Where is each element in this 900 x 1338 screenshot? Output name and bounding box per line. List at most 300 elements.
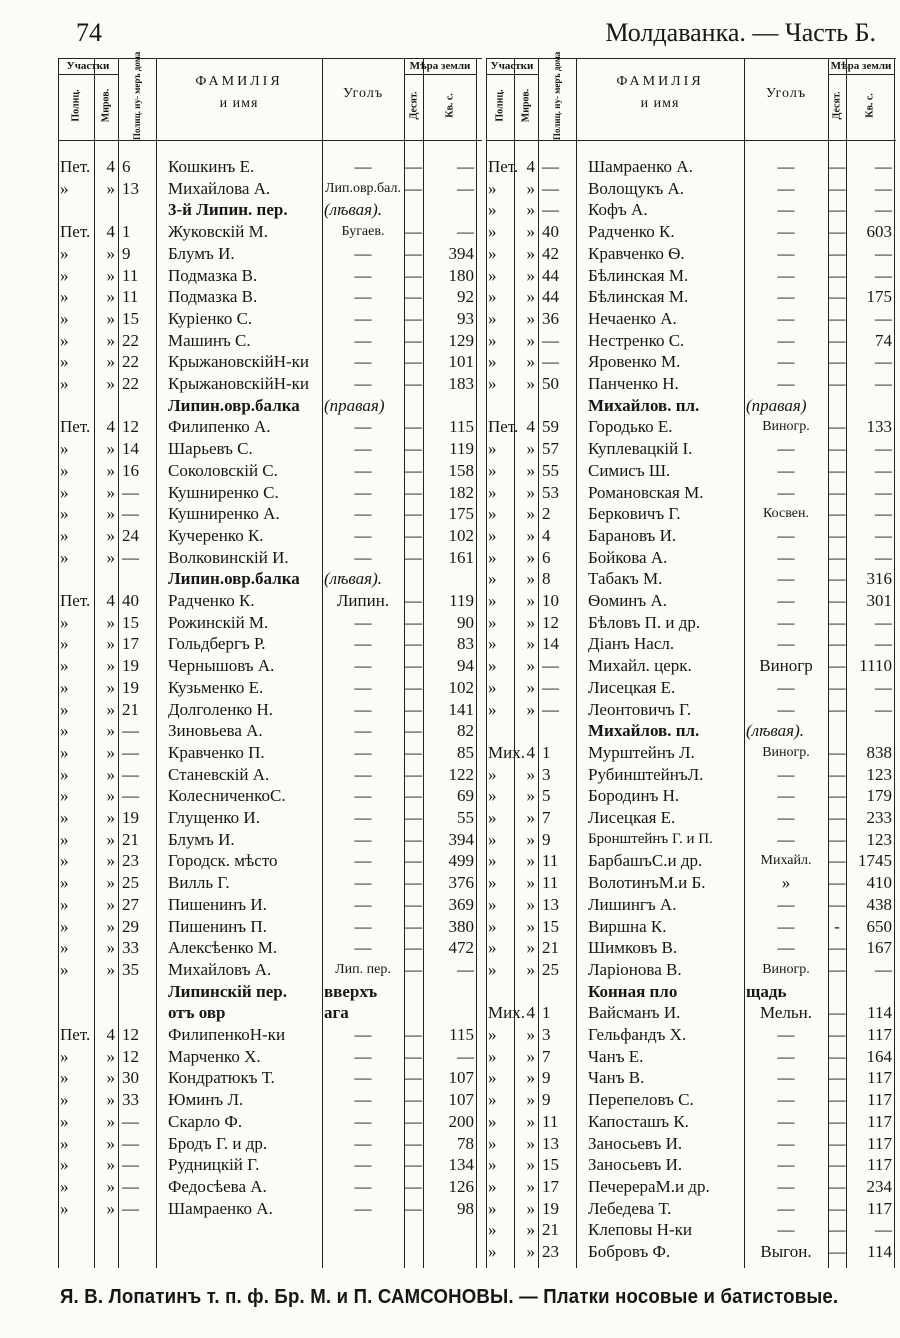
right-cell: 50	[542, 374, 559, 393]
left-cell: —	[354, 1198, 372, 1218]
left-cell: 21	[122, 699, 139, 719]
page-number: 74	[76, 18, 102, 47]
left-cell: —	[405, 265, 422, 285]
right-cell: —	[875, 699, 892, 719]
right-cell: »	[526, 959, 535, 979]
right-cell: »	[526, 547, 535, 567]
right-cell: ПечерераМ.и др.	[588, 1176, 710, 1196]
right-cell: 234	[866, 1176, 892, 1196]
right-cell: »	[526, 873, 535, 893]
right-cell: Виршна К.	[588, 916, 667, 936]
left-cell: 102	[448, 525, 474, 545]
right-cell: —	[828, 1155, 846, 1175]
right-column-rule	[486, 58, 487, 1268]
right-cell: —	[875, 525, 892, 545]
right-cell: —	[875, 677, 892, 697]
right-cell: Бѣлинская М.	[588, 265, 689, 285]
left-cell: —	[405, 764, 422, 784]
right-cell: »	[488, 525, 497, 545]
left-cell: »	[60, 547, 69, 567]
left-cell: 4	[106, 222, 115, 242]
right-cell: 117	[867, 1111, 892, 1131]
right-cell: —	[542, 352, 559, 372]
right-cell: —	[542, 699, 559, 719]
left-cell: —	[405, 786, 422, 806]
right-cell: »	[488, 612, 497, 632]
right-cell: »	[526, 265, 535, 285]
right-cell: »	[488, 482, 497, 502]
right-cell: Кофъ А.	[588, 200, 648, 220]
left-cell: Долголенко Н.	[168, 699, 273, 719]
left-cell: »	[106, 330, 115, 350]
left-cell: Пишенинъ П.	[168, 916, 267, 936]
left-cell: —	[405, 352, 422, 372]
right-cell: »	[488, 1046, 497, 1066]
left-cell: Михайловъ А.	[168, 959, 272, 979]
right-cell: РубинштейнъЛ.	[588, 764, 704, 784]
left-cell: »	[60, 808, 69, 827]
right-cell: »	[488, 1176, 497, 1196]
left-cell: »	[60, 265, 69, 285]
right-cell: —	[828, 677, 846, 697]
left-column-rule	[58, 58, 59, 1268]
right-cell: »	[488, 178, 497, 198]
right-cell: Бѣлинская М.	[588, 287, 689, 307]
right-cell: —	[777, 200, 795, 220]
right-cell: —	[777, 764, 795, 784]
left-cell: »	[106, 287, 115, 307]
right-cell: —	[542, 200, 559, 220]
left-cell: —	[354, 1046, 372, 1066]
left-cell: —	[354, 829, 372, 849]
right-cell: Мих.	[488, 1003, 525, 1023]
left-cell: 24	[122, 525, 139, 545]
left-cell: Скарло Ф.	[168, 1111, 243, 1131]
right-cell: 301	[866, 591, 892, 610]
left-cell: »	[106, 482, 115, 502]
left-cell: —	[405, 656, 422, 676]
left-cell: »	[106, 1068, 115, 1088]
right-cell: 55	[542, 460, 559, 480]
left-cell: —	[354, 352, 372, 372]
right-cell: Мих.	[488, 742, 525, 762]
left-cell: 17	[122, 634, 139, 654]
right-cell: »	[488, 287, 497, 307]
right-cell: 23	[542, 1242, 559, 1261]
right-cell: —	[777, 1025, 795, 1044]
right-cell: Романовская М.	[588, 482, 704, 502]
left-cell: Алексѣенко М.	[168, 938, 278, 958]
left-cell: —	[354, 699, 372, 719]
right-cell: »	[488, 1220, 497, 1240]
left-cell: —	[354, 504, 372, 524]
left-cell: —	[354, 612, 372, 632]
right-cell: 1	[542, 1003, 551, 1023]
left-cell: Блумъ И.	[168, 243, 235, 263]
right-cell: 117	[867, 1090, 892, 1110]
left-cell: »	[60, 1176, 69, 1196]
left-cell: »	[106, 959, 115, 979]
left-header-i-imya: и имя	[219, 96, 259, 111]
right-cell: —	[828, 460, 846, 480]
left-cell: —	[405, 634, 422, 654]
left-cell: 119	[449, 591, 474, 610]
left-cell: Шамраенко А.	[168, 1198, 273, 1218]
right-cell: 11	[542, 851, 559, 871]
right-cell: 3	[542, 1025, 551, 1044]
left-cell: »	[106, 1176, 115, 1196]
right-cell: 838	[866, 742, 892, 762]
right-cell: —	[828, 374, 846, 393]
left-cell: »	[106, 460, 115, 480]
left-cell: »	[60, 1155, 69, 1175]
right-column-rule	[576, 58, 577, 1268]
right-cell: —	[542, 157, 559, 176]
right-cell: —	[828, 894, 846, 914]
left-cell: 40	[122, 591, 139, 610]
right-cell: 117	[867, 1068, 892, 1088]
right-cell: »	[526, 525, 535, 545]
left-cell: »	[106, 1090, 115, 1110]
right-cell: —	[828, 178, 846, 198]
left-cell: 12	[122, 1046, 139, 1066]
right-cell: —	[828, 591, 846, 610]
left-cell: 6	[122, 157, 131, 176]
right-cell: 164	[866, 1046, 892, 1066]
left-cell: »	[106, 243, 115, 263]
right-cell: —	[828, 1046, 846, 1066]
left-cell: —	[405, 808, 422, 827]
left-cell: —	[354, 721, 372, 741]
right-cell: —	[828, 851, 846, 871]
right-cell: 74	[875, 330, 892, 350]
left-cell: —	[405, 504, 422, 524]
right-cell: »	[488, 330, 497, 350]
right-cell: —	[828, 547, 846, 567]
left-cell: »	[60, 873, 69, 893]
left-cell: Пет.	[60, 591, 91, 610]
left-cell: Кошкинъ Е.	[168, 157, 255, 176]
left-cell: —	[405, 1046, 422, 1066]
left-cell: »	[106, 504, 115, 524]
right-cell: 57	[542, 439, 559, 459]
right-cell: »	[488, 699, 497, 719]
right-cell: »	[488, 352, 497, 372]
right-cell: Виногр.	[762, 961, 810, 977]
right-cell: 21	[542, 1220, 559, 1240]
right-cell: 4	[526, 157, 535, 176]
right-cell: »	[526, 287, 535, 307]
right-header-uchastki: Участки	[490, 60, 534, 72]
right-cell: —	[777, 1111, 795, 1131]
left-cell: —	[354, 742, 372, 762]
left-cell: »	[60, 699, 69, 719]
left-cell: »	[106, 265, 115, 285]
right-cell: —	[777, 1068, 795, 1088]
left-cell: 33	[122, 938, 139, 958]
right-cell: —	[875, 1220, 892, 1240]
left-cell: 23	[122, 851, 139, 871]
right-cell: 15	[542, 916, 559, 936]
right-cell: »	[488, 916, 497, 936]
right-cell: —	[777, 634, 795, 654]
left-cell: —	[405, 851, 422, 871]
right-cell: »	[488, 829, 497, 849]
right-cell: —	[828, 959, 846, 979]
left-cell: »	[60, 504, 69, 524]
right-cell: —	[777, 308, 795, 328]
left-cell: 92	[457, 287, 474, 307]
left-cell: —	[122, 1133, 139, 1153]
left-cell: ФилипенкоН-ки	[168, 1025, 286, 1044]
right-table	[486, 51, 896, 1268]
right-cell: —	[777, 808, 795, 827]
right-cell: —	[777, 1220, 795, 1240]
right-cell: —	[828, 938, 846, 958]
right-cell: Симисъ Ш.	[588, 460, 671, 480]
right-cell: »	[526, 374, 535, 393]
left-cell: 55	[457, 808, 474, 827]
right-cell: Михайл.	[760, 853, 812, 869]
left-cell: —	[405, 439, 422, 459]
left-cell: »	[106, 1046, 115, 1066]
left-cell: —	[405, 222, 422, 242]
left-cell: —	[405, 873, 422, 893]
right-cell: 6	[542, 547, 551, 567]
right-cell: —	[875, 439, 892, 459]
right-cell: »	[488, 200, 497, 220]
left-cell: Пишенинъ И.	[168, 894, 267, 914]
right-cell: 603	[866, 222, 892, 242]
right-cell: »	[526, 938, 535, 958]
right-cell: 1110	[859, 656, 892, 676]
left-cell: Кучеренко К.	[168, 525, 264, 545]
left-cell: 19	[122, 677, 139, 697]
footer-advertisement: Я. В. Лопатинъ т. п. ф. Бр. М. и П. САМСОНОВЫ. — Платки носовые и батистовые.	[60, 1286, 839, 1308]
left-cell: »	[60, 460, 69, 480]
right-cell: —	[828, 829, 846, 849]
left-cell: —	[405, 721, 422, 741]
right-cell: Михайлов. пл.	[588, 721, 700, 741]
right-cell: »	[526, 1242, 535, 1261]
right-cell: »	[526, 786, 535, 806]
right-cell: »	[526, 352, 535, 372]
right-cell: —	[828, 1090, 846, 1110]
left-cell: —	[405, 417, 422, 437]
left-cell: »	[60, 764, 69, 784]
left-cell: 30	[122, 1068, 139, 1088]
left-cell: Липин.овр.балка	[168, 395, 300, 415]
left-cell: Юминъ Л.	[168, 1090, 244, 1110]
left-cell: 14	[122, 439, 139, 459]
left-cell: »	[60, 634, 69, 654]
left-cell: —	[405, 157, 422, 176]
right-cell: —	[777, 439, 795, 459]
right-cell: —	[777, 677, 795, 697]
right-cell: Вайсманъ И.	[588, 1003, 681, 1023]
left-cell: —	[457, 222, 474, 242]
right-cell: —	[875, 959, 892, 979]
right-cell: »	[526, 591, 535, 610]
right-cell: Бородинъ Н.	[588, 786, 680, 806]
right-cell: Бѣловъ П. и др.	[588, 612, 701, 632]
right-cell: —	[777, 1198, 795, 1218]
left-cell: —	[122, 1111, 139, 1131]
right-cell: 117	[867, 1025, 892, 1044]
right-cell: —	[828, 482, 846, 502]
right-cell: »	[488, 808, 497, 827]
left-cell: Городск. мѣсто	[168, 851, 278, 871]
left-cell: —	[405, 699, 422, 719]
right-cell: Лисецкая Е.	[588, 677, 676, 697]
right-cell: —	[828, 1198, 846, 1218]
right-cell: —	[828, 330, 846, 350]
right-header-mera: Мѣра земли	[830, 60, 892, 72]
right-cell: —	[828, 200, 846, 220]
left-cell: —	[122, 482, 139, 502]
left-cell: —	[405, 1155, 422, 1175]
right-cell: 53	[542, 482, 559, 502]
left-cell: »	[60, 178, 69, 198]
right-cell: Пет.	[488, 417, 519, 437]
left-cell: (лѣвая).	[324, 569, 382, 589]
left-cell: —	[122, 1198, 139, 1218]
right-cell: »	[526, 634, 535, 654]
right-cell: —	[777, 352, 795, 372]
right-cell: »	[488, 591, 497, 610]
left-cell: 4	[106, 591, 115, 610]
right-cell: »	[488, 1090, 497, 1110]
left-cell: 33	[122, 1090, 139, 1110]
right-cell: —	[828, 243, 846, 263]
right-column-rule	[744, 58, 745, 1268]
right-cell: —	[875, 200, 892, 220]
right-cell: »	[526, 699, 535, 719]
right-cell: »	[488, 1155, 497, 1175]
right-cell: »	[488, 851, 497, 871]
left-cell: 394	[448, 243, 474, 263]
left-cell: —	[405, 287, 422, 307]
left-cell: 126	[448, 1176, 474, 1196]
right-cell: —	[828, 612, 846, 632]
left-cell: —	[354, 308, 372, 328]
left-cell: »	[106, 634, 115, 654]
right-cell: —	[777, 460, 795, 480]
left-table	[58, 51, 482, 1268]
right-cell: —	[875, 634, 892, 654]
right-cell: —	[828, 634, 846, 654]
left-cell: —	[405, 742, 422, 762]
left-cell: 141	[448, 699, 474, 719]
right-cell: »	[488, 938, 497, 958]
left-cell: »	[60, 308, 69, 328]
right-cell: »	[526, 1090, 535, 1110]
right-cell: »	[488, 1133, 497, 1153]
right-cell: Михайл. церк.	[588, 656, 692, 676]
right-cell: »	[526, 656, 535, 676]
right-cell: »	[526, 894, 535, 914]
right-cell: »	[526, 808, 535, 827]
left-cell: »	[106, 808, 115, 827]
left-cell: 98	[457, 1198, 474, 1218]
right-cell: —	[777, 938, 795, 958]
left-header-rotated: Миров.	[100, 88, 112, 123]
left-header-rotated: Полиц.	[70, 89, 82, 122]
right-cell: Волощукъ А.	[588, 178, 685, 198]
right-cell: 117	[867, 1155, 892, 1175]
right-cell: 117	[867, 1133, 892, 1153]
left-cell: »	[60, 742, 69, 762]
left-cell: Кушниренко А.	[168, 504, 280, 524]
left-cell: »	[60, 916, 69, 936]
right-cell: —	[875, 157, 892, 176]
right-cell: Бронштейнъ Г. и П.	[588, 830, 713, 847]
right-cell: —	[828, 699, 846, 719]
left-cell: —	[405, 959, 422, 979]
right-cell: —	[828, 1111, 846, 1131]
right-cell: БарбашъС.и др.	[588, 851, 703, 871]
right-cell: —	[777, 178, 795, 198]
right-cell: 13	[542, 894, 559, 914]
right-cell: —	[777, 1155, 795, 1175]
right-cell: »	[488, 222, 497, 242]
left-cell: Подмазка В.	[168, 265, 258, 285]
left-header-mera: Мѣра земли	[409, 60, 471, 72]
left-cell: —	[405, 894, 422, 914]
right-cell: 114	[867, 1242, 892, 1261]
left-cell: Лип. пер.	[335, 961, 391, 977]
right-cell: Михайлов. пл.	[588, 395, 700, 415]
left-cell: —	[122, 504, 139, 524]
left-cell: »	[106, 894, 115, 914]
right-cell: »	[488, 959, 497, 979]
left-cell: Волковинскій И.	[168, 547, 289, 567]
right-cell: »	[526, 482, 535, 502]
right-cell: ВолотинъМ.и Б.	[588, 873, 706, 893]
left-cell: »	[60, 482, 69, 502]
left-cell: »	[60, 612, 69, 632]
left-cell: —	[354, 439, 372, 459]
left-cell: 4	[106, 417, 115, 437]
left-cell: Шарьевъ С.	[168, 439, 253, 459]
right-header-i-imya: и имя	[640, 96, 680, 111]
left-cell: Подмазка В.	[168, 287, 258, 307]
right-cell: Косвен.	[763, 506, 809, 522]
left-cell: —	[122, 1155, 139, 1175]
left-cell: »	[60, 1046, 69, 1066]
right-cell: —	[828, 1025, 846, 1044]
left-cell: 180	[448, 265, 474, 285]
left-cell: —	[354, 1111, 372, 1131]
left-cell: Кравченко П.	[168, 742, 265, 762]
left-cell: 29	[122, 916, 139, 936]
right-cell: —	[777, 243, 795, 263]
left-cell: —	[405, 1090, 422, 1110]
right-cell: —	[828, 569, 846, 589]
right-cell: —	[777, 894, 795, 914]
right-cell: »	[526, 916, 535, 936]
right-cell: —	[777, 829, 795, 849]
left-cell: »	[60, 959, 69, 979]
left-cell: »	[106, 699, 115, 719]
right-cell: »	[488, 374, 497, 393]
right-cell: 11	[542, 873, 559, 893]
right-cell: —	[875, 243, 892, 263]
left-cell: »	[60, 439, 69, 459]
left-cell: 1	[122, 222, 131, 242]
left-cell: 90	[457, 612, 474, 632]
right-cell: »	[488, 786, 497, 806]
